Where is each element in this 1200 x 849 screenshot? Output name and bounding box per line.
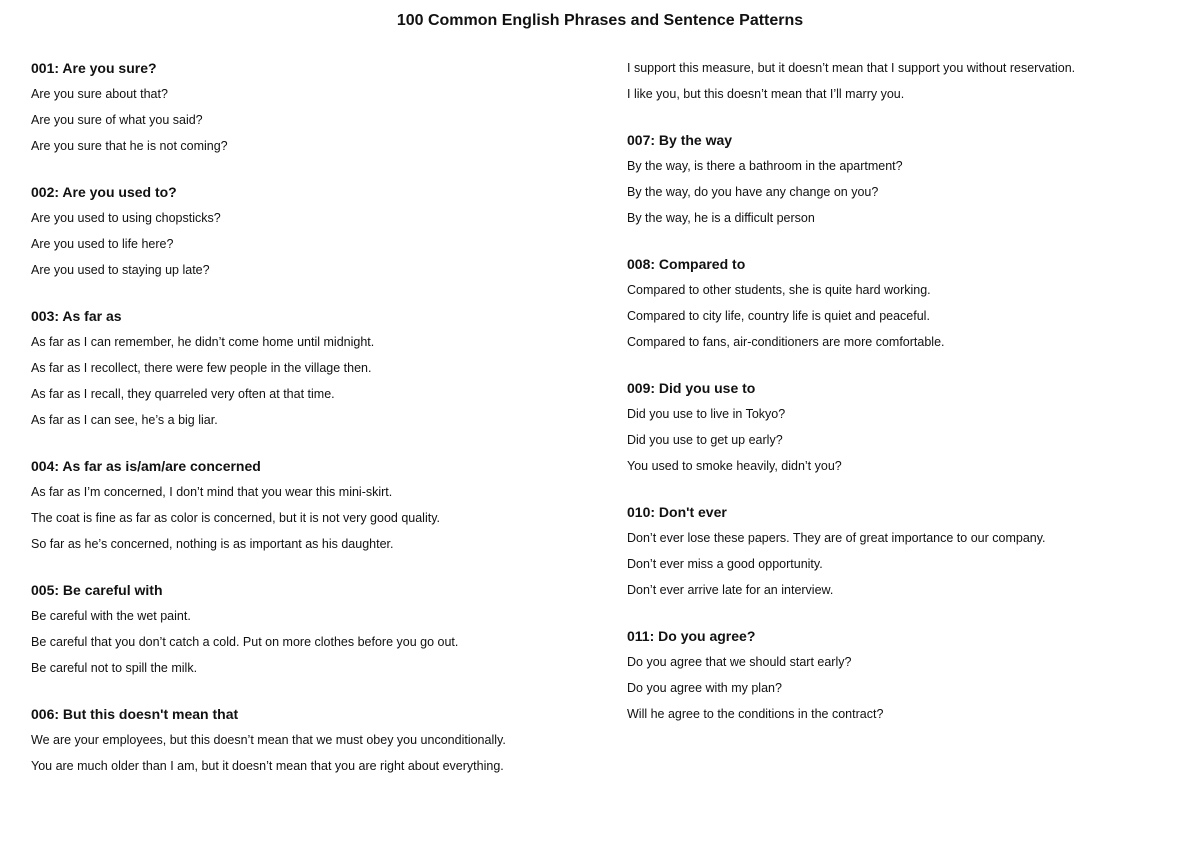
phrase-section (627, 502, 1192, 600)
example-sentence: I like you, but this doesn’t mean that I’ll marry you. (627, 87, 905, 101)
continued-section (627, 58, 1192, 104)
example-sentence: Be careful not to spill the milk. (31, 661, 198, 675)
example-sentence: I support this measure, but it doesn’t mean that I support you without reservation. (627, 61, 1076, 75)
page-title: 100 Common English Phrases and Sentence Patterns (396, 12, 804, 29)
example-sentence: Compared to fans, air-conditioners are more comfortable. (627, 335, 945, 349)
section-heading: 010: Don't ever (627, 504, 727, 520)
phrase-section (31, 580, 611, 678)
right-column (627, 58, 1192, 750)
example-sentence: Are you used to using chopsticks? (31, 211, 221, 225)
example-sentence: You are much older than I am, but it doesn’t mean that you are right about everything. (31, 759, 504, 773)
example-sentence: Are you sure about that? (31, 87, 168, 101)
phrase-section (31, 306, 611, 430)
section-heading: 009: Did you use to (627, 380, 756, 396)
section-heading: 008: Compared to (627, 256, 746, 272)
phrase-section (627, 378, 1192, 476)
example-sentence: Do you agree with my plan? (627, 681, 782, 695)
example-sentence: So far as he’s concerned, nothing is as important as his daughter. (31, 537, 394, 551)
example-sentence: Will he agree to the conditions in the contract? (627, 707, 884, 721)
phrase-section (31, 704, 611, 776)
example-sentence: The coat is fine as far as color is concerned, but it is not very good quality. (31, 511, 441, 525)
phrase-section (31, 456, 611, 554)
example-sentence: As far as I can remember, he didn’t come home until midnight. (31, 335, 375, 349)
example-sentence: As far as I recollect, there were few people in the village then. (31, 361, 372, 375)
example-sentence: Are you sure of what you said? (31, 113, 203, 127)
example-sentence: Don’t ever lose these papers. They are of great importance to our company. (627, 531, 1046, 545)
section-heading: 007: By the way (627, 132, 733, 148)
left-column (31, 58, 611, 802)
section-heading: 001: Are you sure? (31, 60, 157, 76)
example-sentence: Compared to other students, she is quite hard working. (627, 283, 931, 297)
section-heading: 002: Are you used to? (31, 184, 177, 200)
example-sentence: Are you used to staying up late? (31, 263, 210, 277)
phrase-section (31, 58, 611, 156)
section-heading: 004: As far as is/am/are concerned (31, 458, 261, 474)
example-sentence: By the way, he is a difficult person (627, 211, 815, 225)
example-sentence: Be careful that you don’t catch a cold. Put on more clothes before you go out. (31, 635, 459, 649)
example-sentence: We are your employees, but this doesn’t mean that we must obey you unconditionally. (31, 733, 506, 747)
example-sentence: Did you use to get up early? (627, 433, 783, 447)
example-sentence: Don’t ever miss a good opportunity. (627, 557, 823, 571)
example-sentence: Be careful with the wet paint. (31, 609, 191, 623)
example-sentence: As far as I’m concerned, I don’t mind that you wear this mini-skirt. (31, 485, 393, 499)
example-sentence: As far as I recall, they quarreled very often at that time. (31, 387, 335, 401)
example-sentence: Compared to city life, country life is quiet and peaceful. (627, 309, 930, 323)
section-heading: 006: But this doesn't mean that (31, 706, 239, 722)
example-sentence: By the way, is there a bathroom in the apartment? (627, 159, 903, 173)
phrase-section (627, 130, 1192, 228)
example-sentence: Don’t ever arrive late for an interview. (627, 583, 834, 597)
example-sentence: You used to smoke heavily, didn’t you? (627, 459, 842, 473)
section-heading: 011: Do you agree? (627, 628, 756, 644)
example-sentence: Are you used to life here? (31, 237, 174, 251)
example-sentence: By the way, do you have any change on you? (627, 185, 879, 199)
example-sentence: Are you sure that he is not coming? (31, 139, 228, 153)
phrase-section (31, 182, 611, 280)
example-sentence: Do you agree that we should start early? (627, 655, 852, 669)
section-heading: 005: Be careful with (31, 582, 163, 598)
phrase-section (627, 254, 1192, 352)
example-sentence: As far as I can see, he’s a big liar. (31, 413, 218, 427)
section-heading: 003: As far as (31, 308, 122, 324)
example-sentence: Did you use to live in Tokyo? (627, 407, 786, 421)
phrase-section (627, 626, 1192, 724)
